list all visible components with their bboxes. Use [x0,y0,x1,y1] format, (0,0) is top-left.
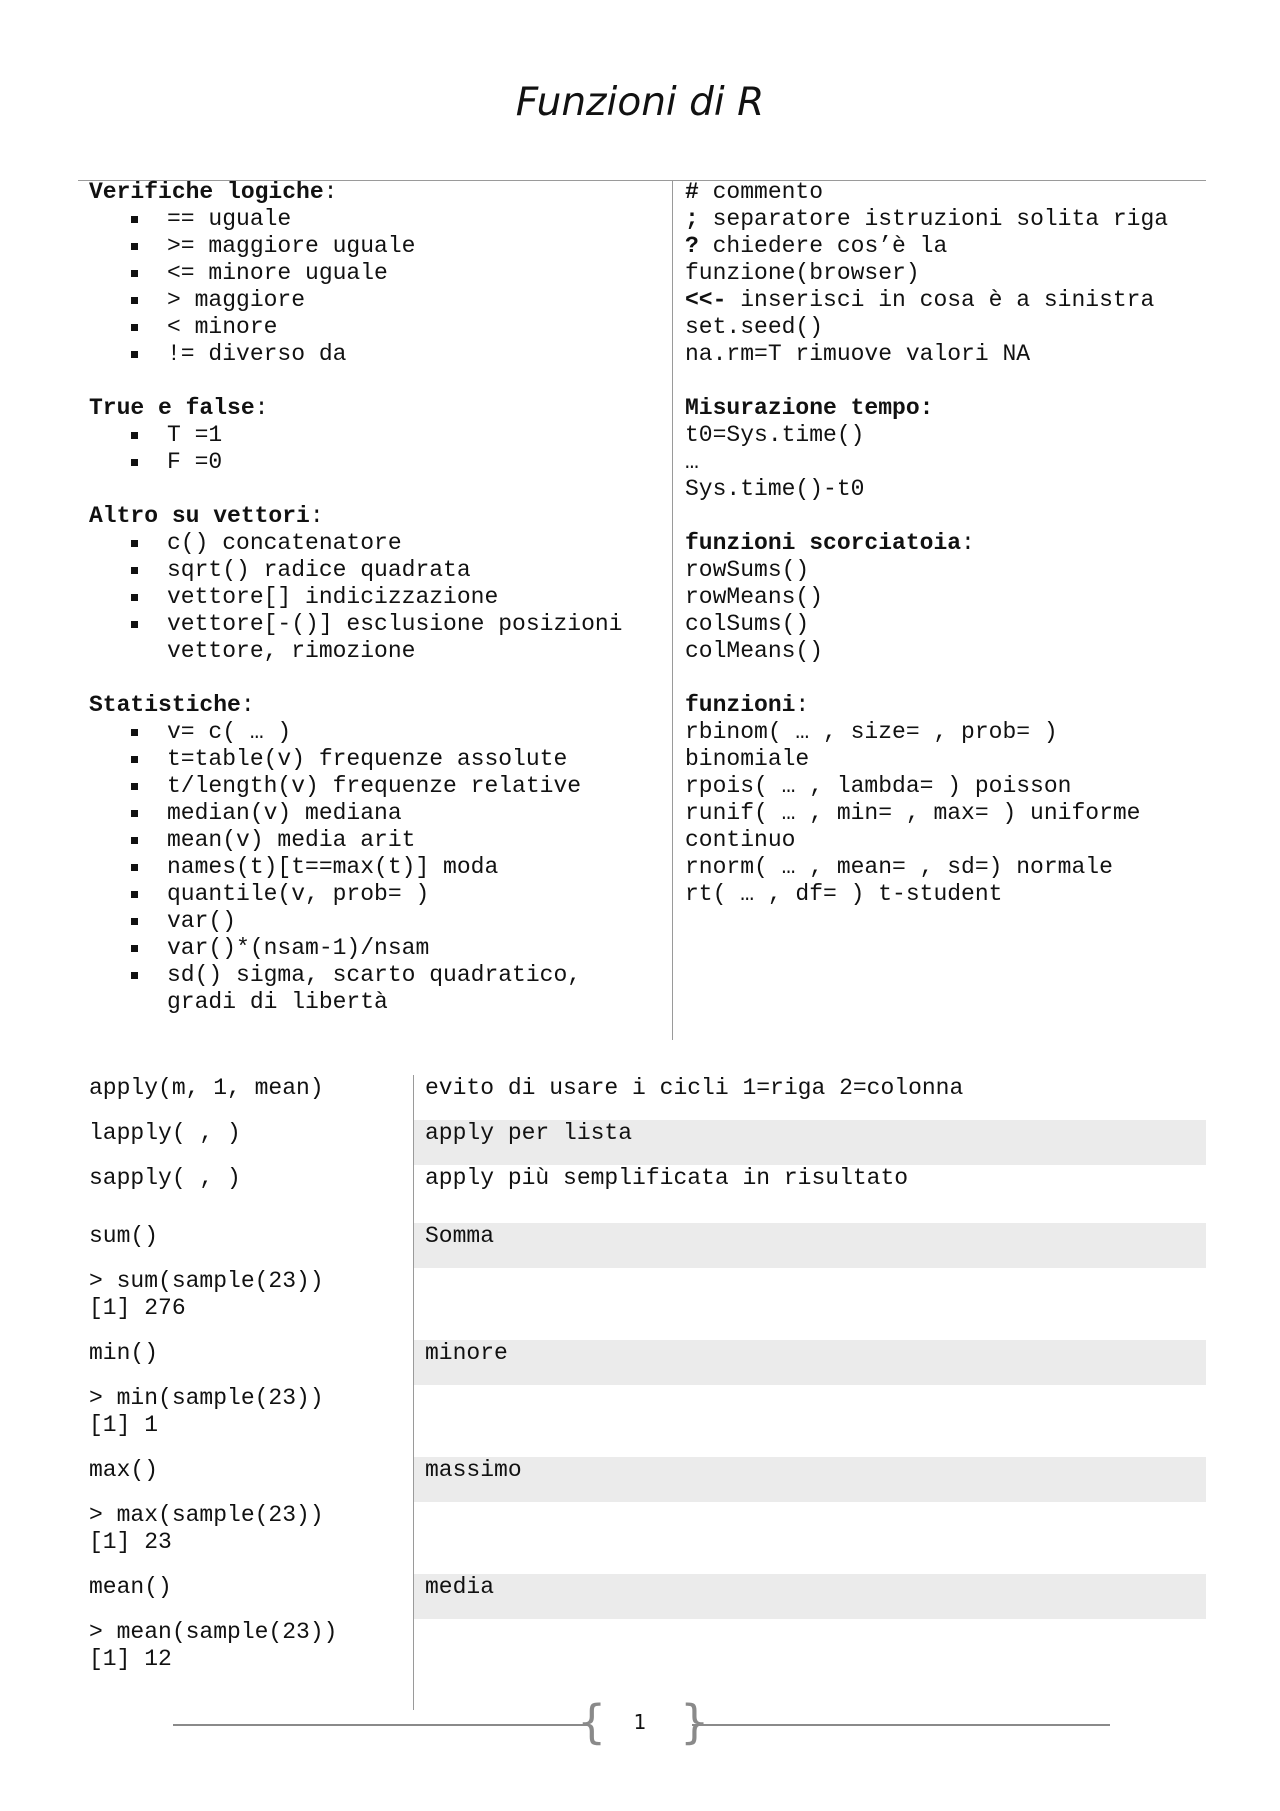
code-cell: mean() [89,1574,172,1600]
code-cell: > max(sample(23)) [1] 23 [89,1502,324,1555]
tempo-line: Sys.time()-t0 [685,476,865,502]
list-item: T =1 [129,422,659,449]
code-cell: > sum(sample(23)) [1] 276 [89,1268,324,1321]
funzioni-line: runif( … , min= , max= ) uniforme [685,800,1141,826]
list-item: != diverso da [129,341,659,368]
list-item: vettore[] indicizzazione [129,584,659,611]
description-cell [414,1619,1206,1664]
tempo-line: … [685,449,699,475]
funzioni-heading: funzioni: [685,692,810,718]
description-cell [414,1385,1206,1430]
description-cell: Somma [414,1223,1206,1268]
list-item: t/length(v) frequenze relative [129,773,659,800]
bullet-list [89,422,659,476]
right-column [685,179,1205,908]
tempo-block [685,422,1205,503]
intro-block [685,179,1205,368]
intro-line: na.rm=T rimuove valori NA [685,341,1031,367]
description-cell: minore [414,1340,1206,1385]
funzioni-line: rnorm( … , mean= , sd=) normale [685,854,1113,880]
left-column [89,179,659,1043]
tempo-heading: Misurazione tempo: [685,395,934,421]
bullet-list [89,530,659,665]
list-item: names(t)[t==max(t)] moda [129,854,659,881]
scorciatoia-line: colMeans() [685,638,824,664]
bullet-list [89,719,659,1016]
tempo-line: t0=Sys.time() [685,422,865,448]
code-cell: > min(sample(23)) [1] 1 [89,1385,324,1438]
funzioni-line: continuo [685,827,796,853]
right-brace-icon: } [680,1695,710,1749]
code-cell: sapply( , ) [89,1165,241,1191]
description-cell: apply più semplificata in risultato [425,1165,909,1191]
list-item: >= maggiore uguale [129,233,659,260]
description-cell: apply per lista [414,1120,1206,1165]
intro-line: # commento [685,179,824,205]
list-item: t=table(v) frequenze assolute [129,746,659,773]
page-title: Funzioni di R [515,80,765,125]
funzioni-block [685,719,1205,908]
section [89,692,659,1016]
section-heading: Verifiche logiche: [89,179,338,205]
list-item: mean(v) media arit [129,827,659,854]
list-item: <= minore uguale [129,260,659,287]
section [89,395,659,476]
list-item: > maggiore [129,287,659,314]
list-item: < minore [129,314,659,341]
list-item: var()*(nsam-1)/nsam [129,935,659,962]
code-cell: max() [89,1457,159,1483]
footer-rule-right [692,1724,1110,1726]
funzioni-line: rt( … , df= ) t-student [685,881,1003,907]
intro-line: ; separatore istruzioni solita riga [685,206,1169,232]
scorciatoia-block [685,557,1205,665]
section-heading: True e false: [89,395,269,421]
scorciatoia-line: colSums() [685,611,810,637]
list-item: median(v) mediana [129,800,659,827]
list-item: sqrt() radice quadrata [129,557,659,584]
intro-line: set.seed() [685,314,824,340]
code-cell: apply(m, 1, mean) [89,1075,324,1101]
funzioni-line: rbinom( … , size= , prob= ) [685,719,1058,745]
list-item: F =0 [129,449,659,476]
list-item: v= c( … ) [129,719,659,746]
list-item: c() concatenatore [129,530,659,557]
description-cell: massimo [414,1457,1206,1502]
code-cell: > mean(sample(23)) [1] 12 [89,1619,338,1672]
code-cell: lapply( , ) [89,1120,241,1146]
description-cell: evito di usare i cicli 1=riga 2=colonna [425,1075,964,1101]
list-item: == uguale [129,206,659,233]
bullet-list [89,206,659,368]
scorciatoia-heading: funzioni scorciatoia: [685,530,975,556]
page-number: 1 [633,1710,647,1734]
section-heading: Altro su vettori: [89,503,324,529]
intro-line: <<- inserisci in cosa è a sinistra [685,287,1155,313]
code-cell: sum() [89,1223,159,1249]
section [89,179,659,368]
footer-rule-left [173,1724,588,1726]
intro-line: ? chiedere cos’è la [685,233,948,259]
list-item: vettore[-()] esclusione posizioni vettore, rimozione [129,611,659,665]
section-heading: Statistiche: [89,692,255,718]
code-cell: min() [89,1340,159,1366]
list-item: quantile(v, prob= ) [129,881,659,908]
scorciatoia-line: rowSums() [685,557,810,583]
description-cell: media [414,1574,1206,1619]
list-item: var() [129,908,659,935]
section [89,503,659,665]
left-brace-icon: { [577,1695,607,1749]
description-cell [414,1268,1206,1313]
column-divider [672,180,673,1040]
funzioni-line: rpois( … , lambda= ) poisson [685,773,1072,799]
list-item: sd() sigma, scarto quadratico, gradi di libertà [129,962,659,1016]
intro-line: funzione(browser) [685,260,920,286]
funzioni-line: binomiale [685,746,810,772]
description-cell [414,1502,1206,1547]
scorciatoia-line: rowMeans() [685,584,824,610]
